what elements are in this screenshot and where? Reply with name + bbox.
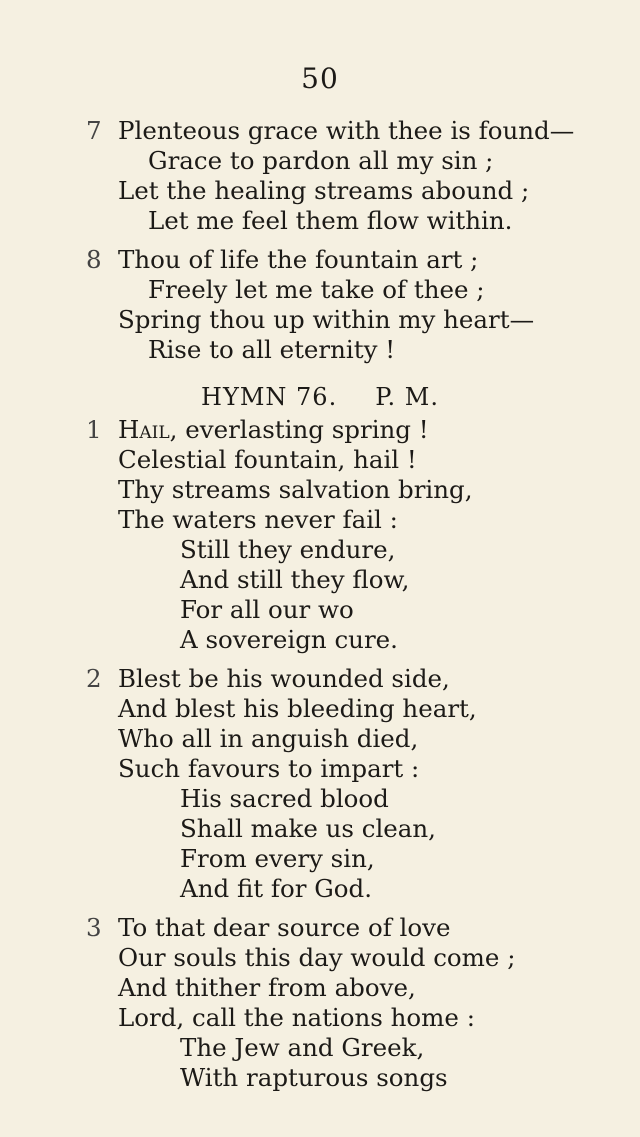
verse-number: 1 — [86, 415, 102, 444]
verse-first-rest: , everlasting spring ! — [169, 415, 429, 444]
verse-line: A sovereign cure. — [180, 625, 398, 654]
verse-line: And thither from above, — [118, 973, 416, 1002]
verse-line: Spring thou up within my heart— — [118, 305, 535, 334]
verse-line: Still they endure, — [180, 535, 396, 564]
verse-line: Lord, call the nations home : — [118, 1003, 475, 1032]
verse-line — [118, 415, 429, 445]
verse-line: For all our wo — [180, 595, 354, 624]
verse-line: Our souls this day would come ; — [118, 943, 516, 972]
verse-line: And blest his bleeding heart, — [118, 694, 477, 723]
verse-number: 7 — [86, 116, 102, 145]
verse-line: Let the healing streams abound ; — [118, 176, 530, 205]
verse-number: 8 — [86, 245, 102, 274]
hymn-title — [0, 383, 640, 411]
verse-line: Celestial fountain, hail ! — [118, 445, 417, 474]
verse-line: From every sin, — [180, 844, 375, 873]
verse-line: Thou of life the fountain art ; — [118, 245, 479, 274]
verse-line: Blest be his wounded side, — [118, 664, 450, 693]
verse-line: Shall make us clean, — [180, 814, 436, 843]
verse-line: Freely let me take of thee ; — [148, 275, 485, 304]
verse-line: Thy streams salvation bring, — [118, 475, 473, 504]
verse-line: His sacred blood — [180, 784, 389, 813]
verse-line: With rapturous songs — [180, 1063, 448, 1092]
hymn-name: HYMN 76. — [201, 383, 338, 411]
verse-line: Plenteous grace with thee is found— — [118, 116, 575, 145]
verse-line: And still they flow, — [180, 565, 410, 594]
verse-line: Grace to pardon all my sin ; — [148, 146, 494, 175]
hymn-meter: P. M. — [375, 383, 439, 411]
verse-line: To that dear source of love — [118, 913, 451, 942]
verse-line: Such favours to impart : — [118, 754, 420, 783]
page-number: 50 — [301, 62, 339, 95]
verse-number: 2 — [86, 664, 102, 693]
verse-number: 3 — [86, 913, 102, 942]
verse-first-word: Hail — [118, 415, 170, 444]
verse-line: Rise to all eternity ! — [148, 335, 396, 364]
verse-line: And fit for God. — [180, 874, 373, 903]
verse-line: The waters never fail : — [118, 505, 398, 534]
verse-line: Let me feel them flow within. — [148, 206, 513, 235]
verse-line: The Jew and Greek, — [180, 1033, 425, 1062]
verse-line: Who all in anguish died, — [118, 724, 419, 753]
